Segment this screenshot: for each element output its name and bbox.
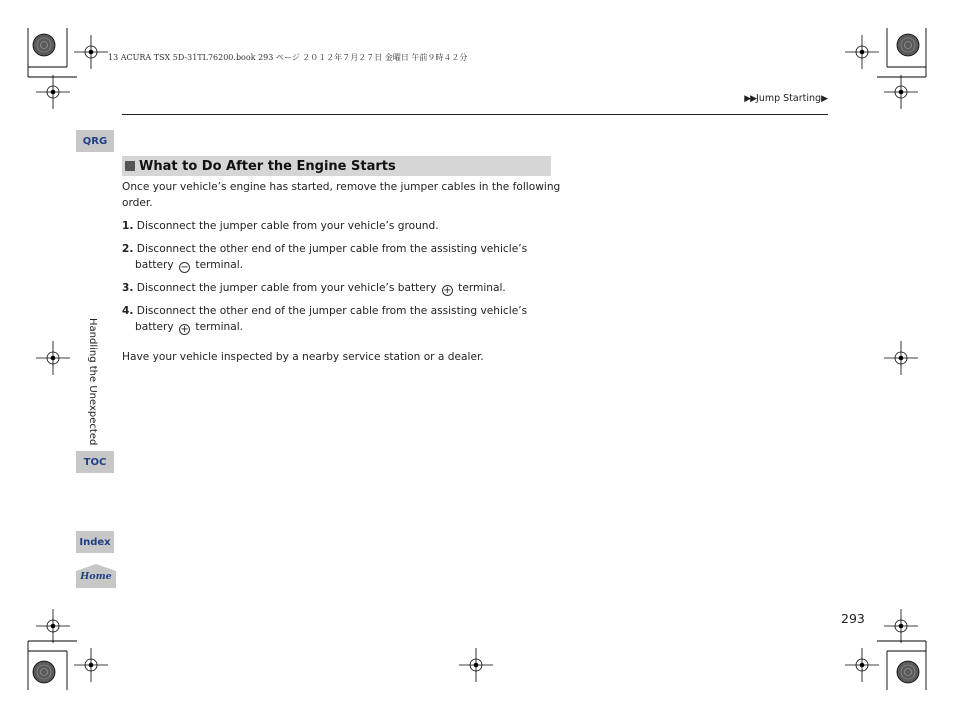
qrg-button[interactable]: QRG [76,130,114,152]
home-button[interactable] [76,564,116,588]
index-button[interactable]: Index [76,531,114,553]
breadcrumb-arrows: ▶▶ [744,94,757,104]
chapter-side-label: Handling the Unexpected [87,318,98,446]
print-header: 13 ACURA TSX 5D-31TL76200.book 293 ページ ２０１２年７月２７日 金曜日 午前９時４２分 [108,53,468,62]
step-3 [122,280,562,296]
step-number: 3. [122,282,134,294]
page-number: 293 [841,611,865,626]
closing-paragraph: Have your vehicle inspected by a nearby service station or a dealer. [122,351,484,363]
step-text-end: terminal. [458,282,506,294]
breadcrumb-end-arrow: ▶ [821,94,827,104]
step-4 [122,303,562,335]
minus-terminal-icon: − [180,262,189,273]
header-rule [122,114,828,115]
step-2 [122,241,562,273]
step-number: 1. [122,220,134,232]
section-square-icon [125,161,135,171]
intro-paragraph: Once your vehicle’s engine has started, remove the jumper cables in the following order. [122,181,561,209]
step-text-end: terminal. [195,259,244,271]
plus-terminal-icon: + [180,324,189,335]
step-number: 2. [122,243,134,255]
plus-terminal-icon: + [443,285,452,296]
section-header [122,156,551,176]
step-number: 4. [122,305,134,317]
section-title: What to Do After the Engine Starts [139,158,396,174]
toc-button[interactable]: TOC [76,451,114,473]
breadcrumb[interactable] [744,93,827,104]
step-text: Disconnect the jumper cable from your vehicle’s ground. [136,220,439,232]
breadcrumb-label[interactable]: Jump Starting [756,93,822,104]
step-text-end: terminal. [195,321,244,333]
step-text: Disconnect the other end of the jumper cable from the assisting vehicle’s battery [135,305,528,333]
step-1 [122,218,562,234]
step-text: Disconnect the other end of the jumper cable from the assisting vehicle’s battery [135,243,528,271]
step-text: Disconnect the jumper cable from your vehicle’s battery [136,282,437,294]
home-label: Home [80,571,112,582]
